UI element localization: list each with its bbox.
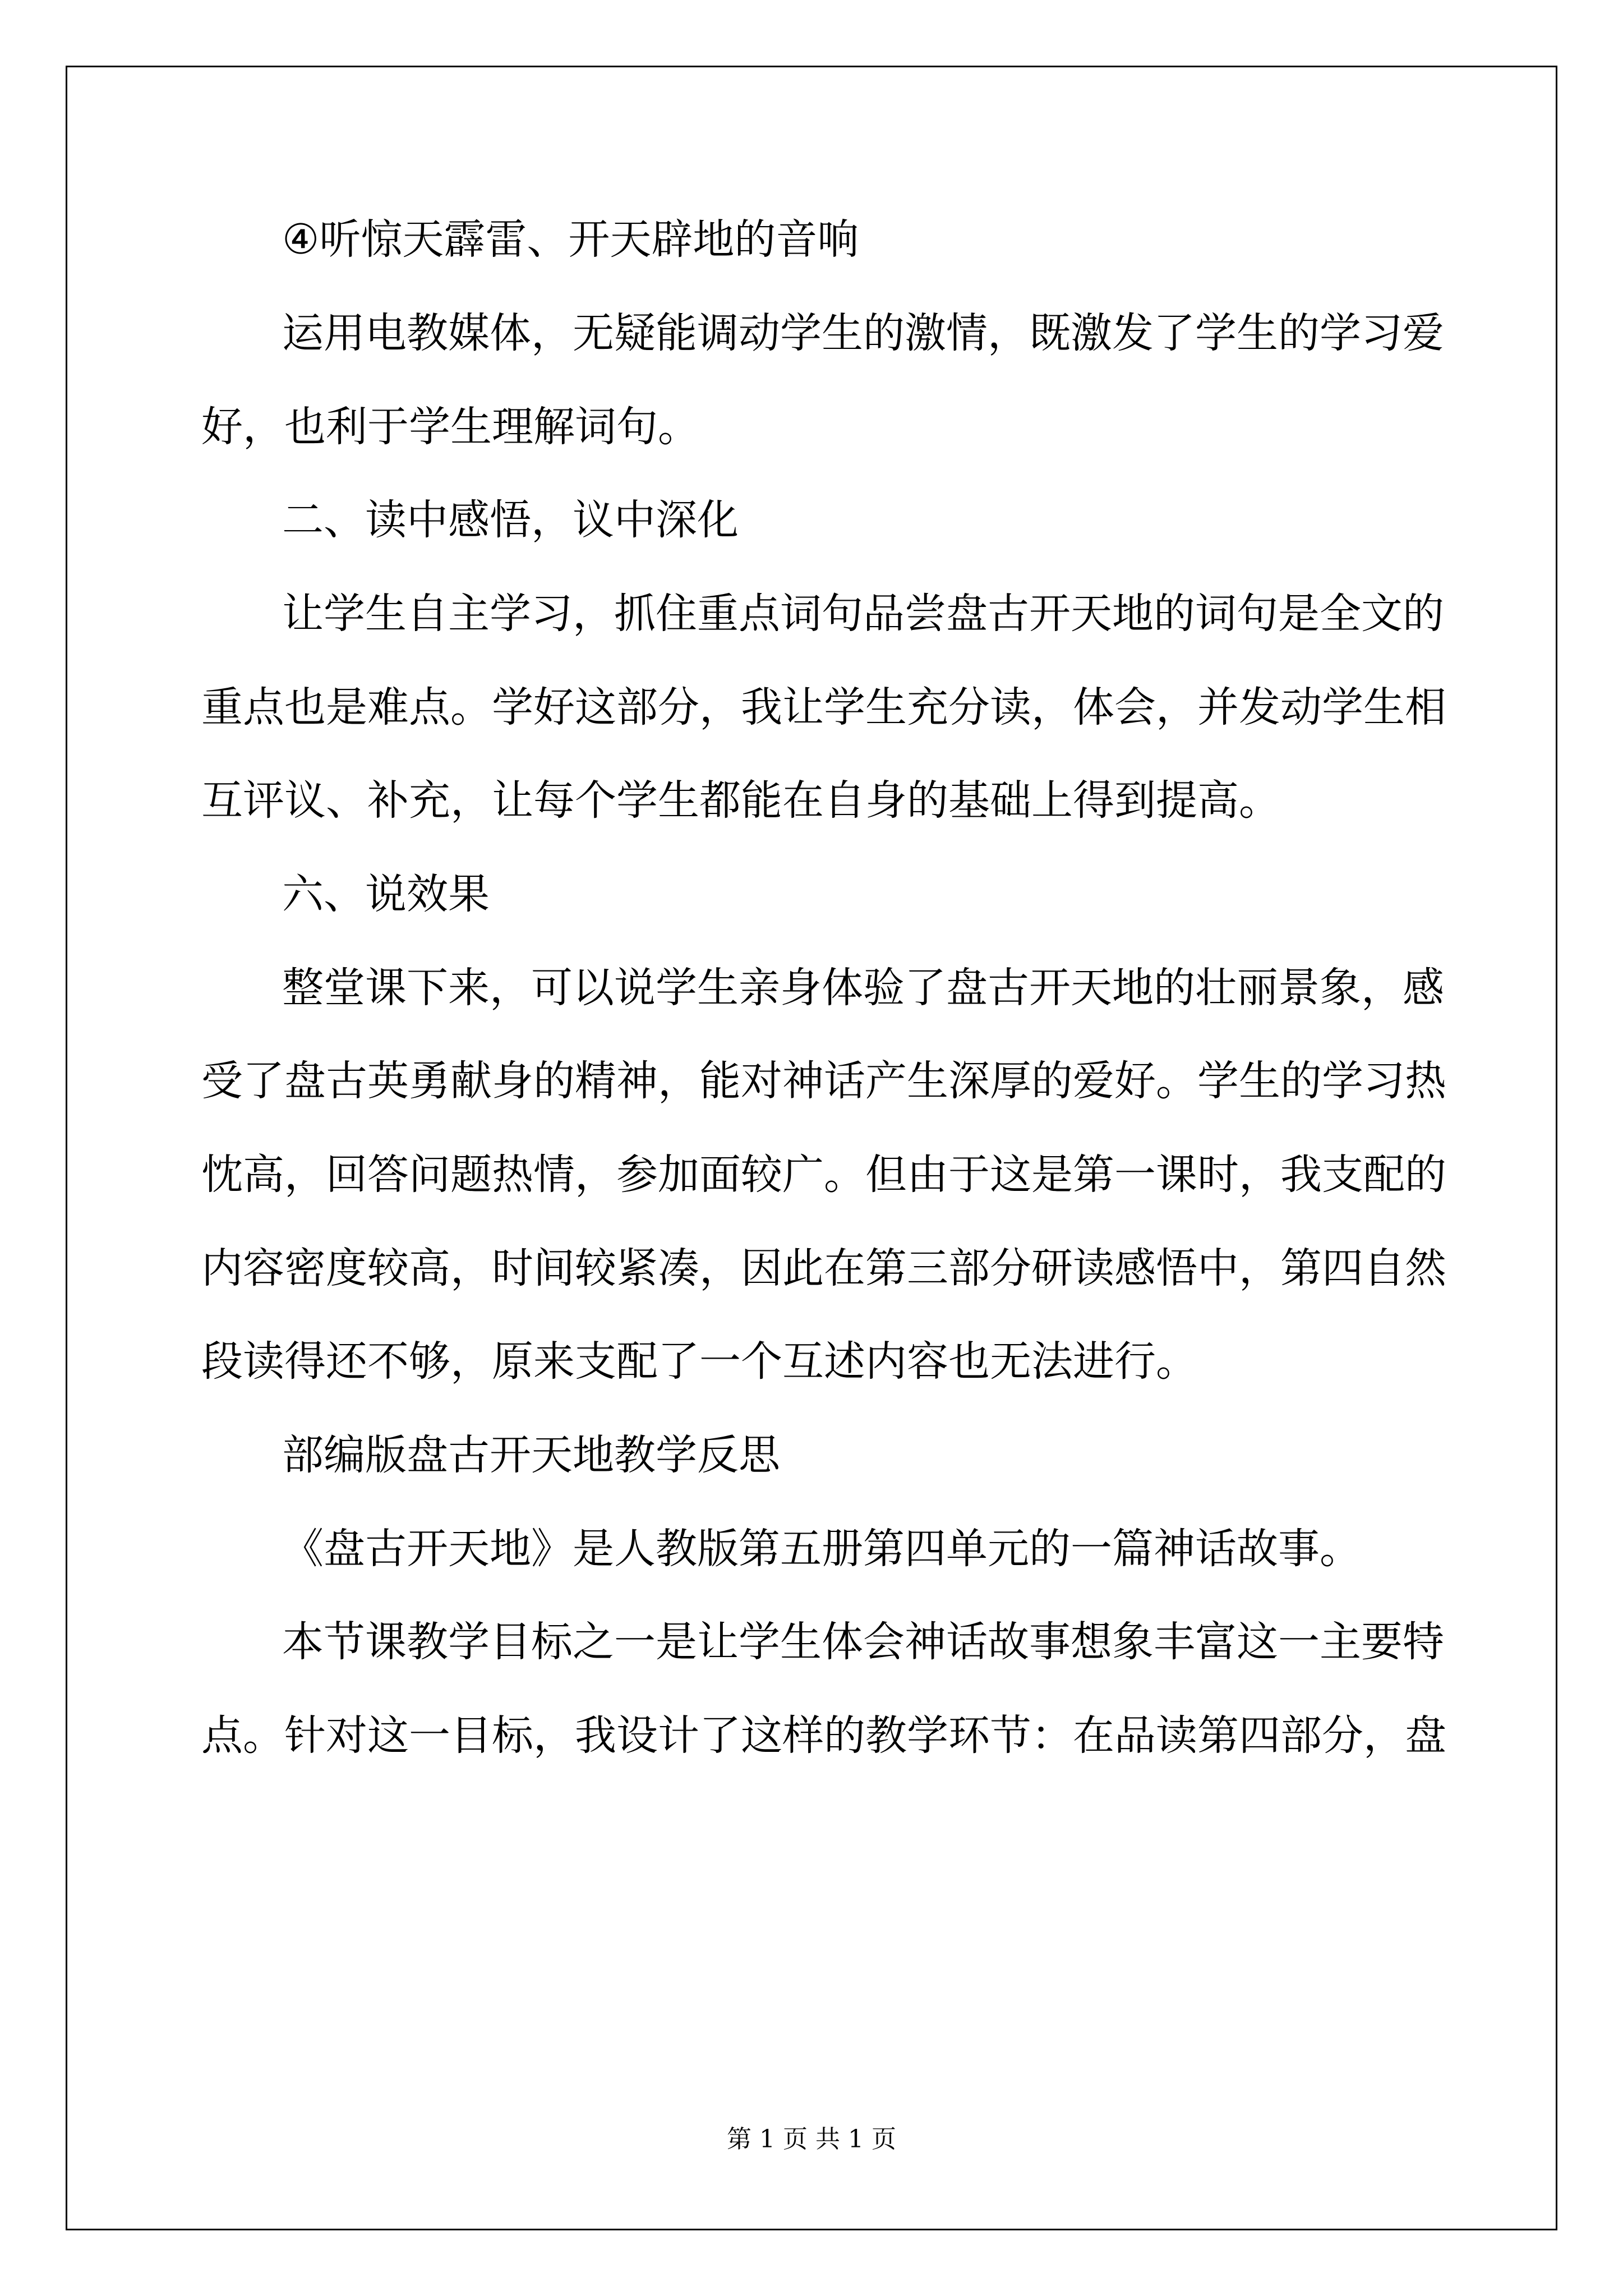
line-11: 忱高，回答问题热情，参加面较广。但由于这是第一课时，我支配的 (201, 1151, 1446, 1199)
page-footer: 第 1 页 共 1 页 (727, 2125, 896, 2154)
line-13: 段读得还不够，原来支配了一个互述内容也无法进行。 (201, 1337, 1197, 1386)
page-border (66, 66, 1557, 2230)
line-10: 受了盘古英勇献身的精神，能对神话产生深厚的爱好。学生的学习热 (201, 1057, 1446, 1105)
line-16: 本节课教学目标之一是让学生体会神话故事想象丰富这一主要特 (282, 1618, 1444, 1666)
line-4: 二、读中感悟，议中深化 (282, 496, 739, 544)
line-14: 部编版盘古开天地教学反思 (282, 1431, 780, 1479)
line-5: 让学生自主学习，抓住重点词句品尝盘古开天地的词句是全文的 (282, 590, 1444, 638)
line-6: 重点也是难点。学好这部分，我让学生充分读，体会，并发动学生相 (201, 683, 1446, 731)
line-1: ④听惊天霹雷、开天辟地的音响 (282, 215, 859, 264)
line-12: 内容密度较高，时间较紧凑，因此在第三部分研读感悟中，第四自然 (201, 1244, 1446, 1292)
line-9: 整堂课下来，可以说学生亲身体验了盘古开天地的壮丽景象，感 (282, 964, 1444, 1012)
line-8: 六、说效果 (282, 870, 490, 918)
line-3: 好，也利于学生理解词句。 (201, 403, 699, 451)
line-7: 互评议、补充，让每个学生都能在自身的基础上得到提高。 (201, 776, 1280, 825)
line-17: 点。针对这一目标，我设计了这样的教学环节：在品读第四部分，盘 (201, 1711, 1446, 1760)
line-2: 运用电教媒体，无疑能调动学生的激情，既激发了学生的学习爱 (282, 309, 1444, 357)
line-15: 《盘古开天地》是人教版第五册第四单元的一篇神话故事。 (282, 1525, 1361, 1573)
